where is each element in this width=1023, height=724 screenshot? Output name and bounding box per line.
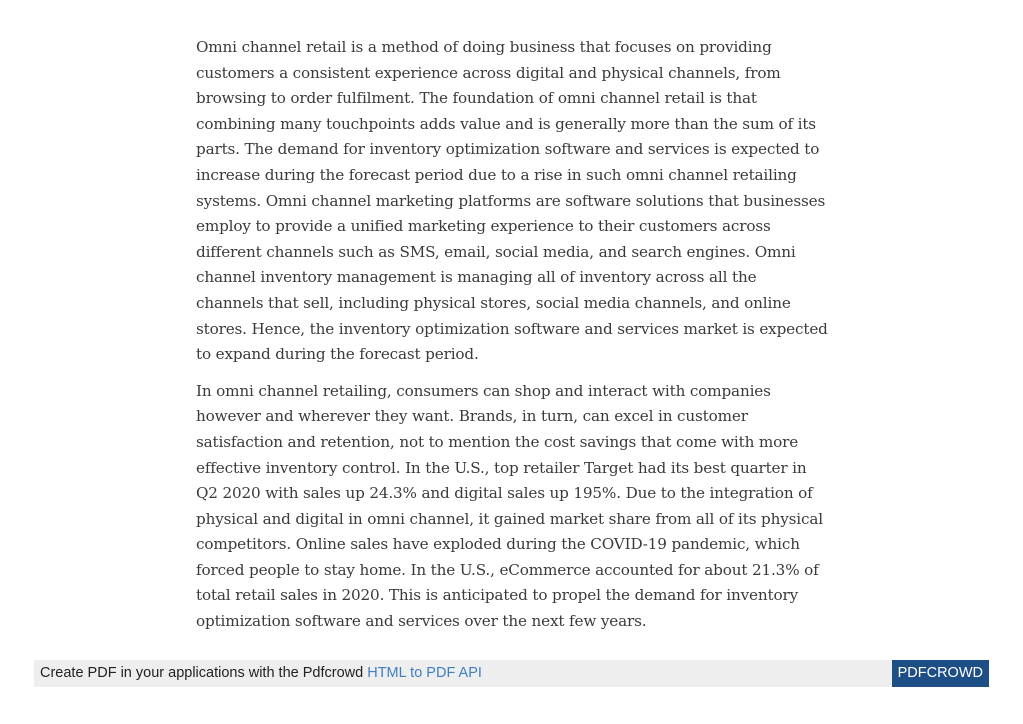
article-paragraph-1: Omni channel retail is a method of doing business that focuses on providing customers a consistent experience across digital and physical channels, from browsing to order fulfilment. The foundation of omni channel retail is that combining many touchpoints adds value and is generally more than the sum of its parts. The demand for inventory optimization software and services is expected to increase during the forecast period due to a rise in such omni channel retailing systems. Omni channel marketing platforms are software solutions that businesses employ to provide a unified marketing experience to their customers across different channels such as SMS, email, social media, and search engines. Omni channel inventory management is managing all of inventory across all the channels that sell, including physical stores, social media channels, and online stores. Hence, the inventory optimization software and services market is expected to expand during the forecast period. bbox=[196, 38, 828, 364]
article-paragraph-2: In omni channel retailing, consumers can shop and interact with companies however and wherever they want. Brands, in turn, can excel in customer satisfaction and retention, not to mention the cost savings that come with more effective inventory control. In the U.S., top retailer Target had its best quarter in Q2 2020 with sales up 24.3% and digital sales up 195%. Due to the integration of physical and digital in omni channel, it gained market share from all of its physical competitors. Online sales have exploded during the COVID-19 pandemic, which forced people to stay home. In the U.S., eCommerce accounted for about 21.3% of total retail sales in 2020. This is anticipated to propel the demand for inventory optimization software and services over the next few years. bbox=[196, 381, 823, 631]
pdfcrowd-footer-bar bbox=[34, 660, 989, 687]
html-to-pdf-api-link[interactable]: HTML to PDF API bbox=[367, 665, 482, 681]
article-body bbox=[196, 35, 828, 646]
footer-prefix-text: Create PDF in your applications with the Pdfcrowd bbox=[40, 665, 368, 681]
pdfcrowd-brand-link[interactable]: PDFCROWD bbox=[892, 660, 989, 687]
footer-text bbox=[40, 665, 482, 681]
